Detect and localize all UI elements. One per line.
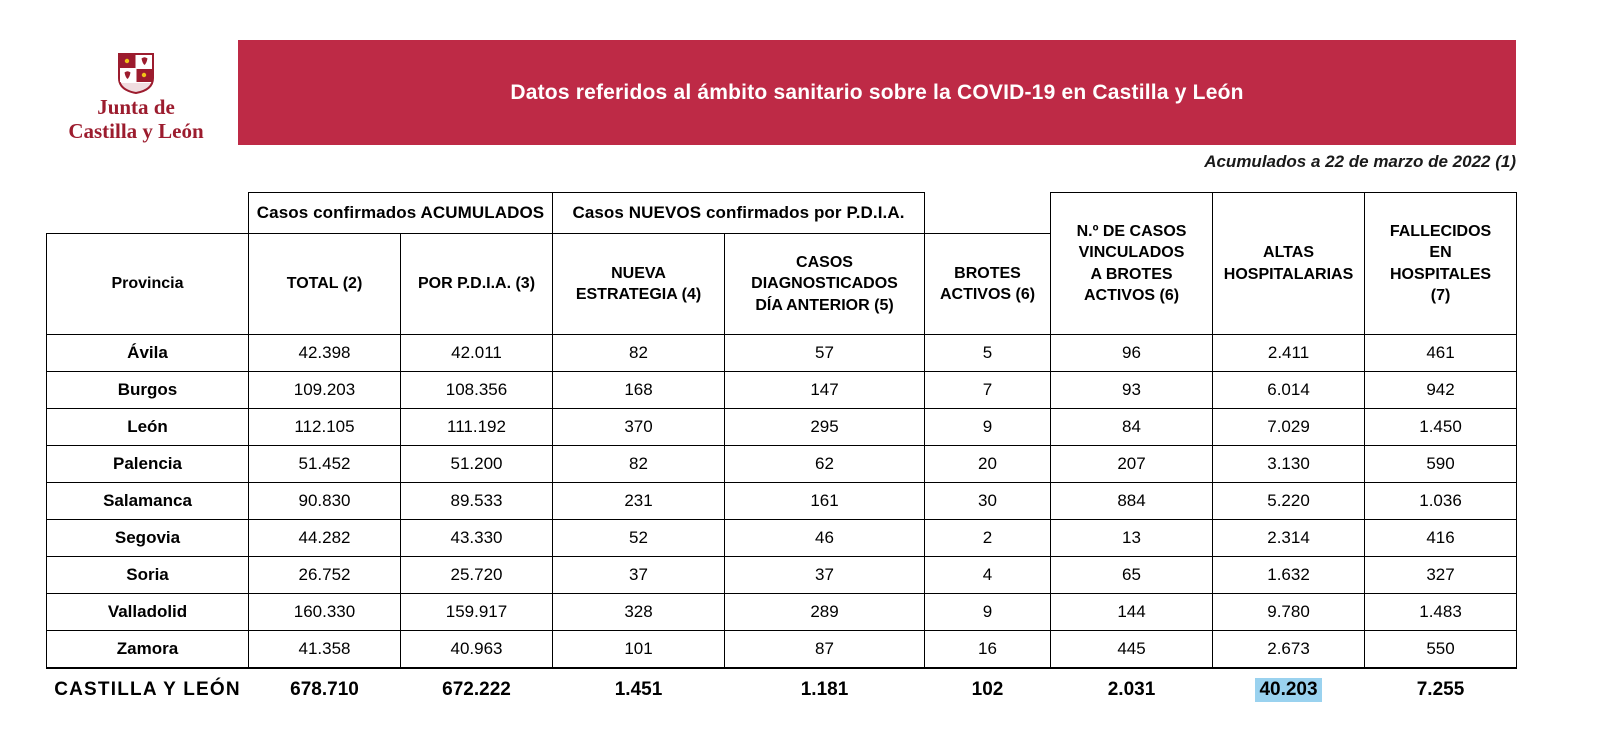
cell-vinculados: 84 [1051,409,1213,446]
cell-provincia: Soria [47,557,249,594]
table-group-header-row [47,193,1517,234]
logo-line-2: Castilla y León [68,118,204,143]
cell-altas: 2.314 [1213,520,1365,557]
cell-altas: 3.130 [1213,446,1365,483]
col-header-fallecidos [1365,193,1517,335]
cell-provincia: Zamora [47,631,249,669]
cell-altas: 1.632 [1213,557,1365,594]
table-row [47,409,1517,446]
cell-nueva-estrategia: 101 [553,631,725,669]
cell-vinculados: 93 [1051,372,1213,409]
cell-pdia: 42.011 [401,335,553,372]
cell-brotes: 30 [925,483,1051,520]
cell-nueva-estrategia: 82 [553,335,725,372]
cell-total: 44.282 [249,520,401,557]
cell-provincia: León [47,409,249,446]
nueva-estrategia-line1: NUEVA [611,264,666,282]
fallecidos-line1: FALLECIDOS [1389,223,1492,241]
covid-data-table [46,192,1517,711]
fallecidos-line2: EN [1429,244,1452,262]
brotes-line2: ACTIVOS (6) [939,286,1036,303]
cell-fallecidos: 590 [1365,446,1517,483]
col-header-brotes [925,234,1051,335]
altas-line2: HOSPITALARIAS [1223,265,1354,283]
cell-fallecidos: 1.450 [1365,409,1517,446]
cell-vinculados: 445 [1051,631,1213,669]
cell-brotes: 7 [925,372,1051,409]
coat-of-arms-icon [117,52,155,94]
total-row-total: 678.710 [249,668,401,711]
table-row [47,557,1517,594]
cell-provincia: Salamanca [47,483,249,520]
empty-corner-cell [47,193,249,234]
cell-brotes: 9 [925,409,1051,446]
cell-pdia: 159.917 [401,594,553,631]
table-row [47,446,1517,483]
cell-pdia: 25.720 [401,557,553,594]
cell-total: 41.358 [249,631,401,669]
accumulated-note: Acumulados a 22 de marzo de 2022 (1) [1204,152,1516,171]
cell-pdia: 111.192 [401,409,553,446]
vinculados-line3: A BROTES [1090,265,1173,283]
total-row-vinculados: 2.031 [1051,668,1213,711]
table-footer [47,668,1517,711]
nueva-estrategia-line2: ESTRATEGIA (4) [575,286,702,303]
cell-dia-anterior: 37 [725,557,925,594]
total-row-altas-cell [1213,668,1365,711]
cell-brotes: 2 [925,520,1051,557]
junta-logo [46,52,226,143]
cell-vinculados: 144 [1051,594,1213,631]
cell-nueva-estrategia: 370 [553,409,725,446]
table-row [47,631,1517,669]
table-row [47,483,1517,520]
cell-brotes: 5 [925,335,1051,372]
cell-pdia: 89.533 [401,483,553,520]
cell-altas: 2.673 [1213,631,1365,669]
cell-altas: 5.220 [1213,483,1365,520]
cell-fallecidos: 327 [1365,557,1517,594]
cell-total: 109.203 [249,372,401,409]
empty-spacer-cell [925,193,1051,234]
cell-provincia: Palencia [47,446,249,483]
dia-anterior-line3: DÍA ANTERIOR (5) [755,296,894,314]
cell-dia-anterior: 295 [725,409,925,446]
cell-total: 112.105 [249,409,401,446]
cell-dia-anterior: 161 [725,483,925,520]
cell-vinculados: 207 [1051,446,1213,483]
covid-table-wrapper [46,192,1516,711]
cell-provincia: Valladolid [47,594,249,631]
col-header-vinculados [1051,193,1213,335]
table-row [47,335,1517,372]
col-header-altas [1213,193,1365,335]
cell-dia-anterior: 87 [725,631,925,669]
cell-dia-anterior: 57 [725,335,925,372]
cell-brotes: 16 [925,631,1051,669]
total-row-pdia: 672.222 [401,668,553,711]
vinculados-line1: N.º DE CASOS [1076,223,1187,241]
cell-altas: 7.029 [1213,409,1365,446]
cell-nueva-estrategia: 37 [553,557,725,594]
cell-altas: 2.411 [1213,335,1365,372]
total-row-dia-anterior: 1.181 [725,668,925,711]
cell-total: 42.398 [249,335,401,372]
table-row [47,372,1517,409]
vinculados-line2: VINCULADOS [1078,244,1185,262]
table-body [47,335,1517,669]
col-header-dia-anterior [725,234,925,335]
cell-nueva-estrategia: 82 [553,446,725,483]
cell-provincia: Segovia [47,520,249,557]
page-title: Datos referidos al ámbito sanitario sobre la COVID-19 en Castilla y León [510,80,1244,104]
cell-pdia: 40.963 [401,631,553,669]
cell-vinculados: 13 [1051,520,1213,557]
junta-logo-text [68,96,203,143]
cell-pdia: 51.200 [401,446,553,483]
cell-brotes: 4 [925,557,1051,594]
logo-line-1: Junta de [97,95,175,119]
cell-fallecidos: 550 [1365,631,1517,669]
total-row-altas-highlight: 40.203 [1255,678,1321,702]
cell-dia-anterior: 62 [725,446,925,483]
dia-anterior-line2: DIAGNOSTICADOS [751,275,898,293]
cell-fallecidos: 461 [1365,335,1517,372]
total-row-nueva-estrategia: 1.451 [553,668,725,711]
cell-brotes: 9 [925,594,1051,631]
total-row [47,668,1517,711]
brotes-line1: BROTES [954,264,1021,282]
cell-dia-anterior: 46 [725,520,925,557]
fallecidos-line3: HOSPITALES [1389,265,1492,283]
cell-vinculados: 884 [1051,483,1213,520]
total-row-fallecidos: 7.255 [1365,668,1517,711]
cell-vinculados: 65 [1051,557,1213,594]
cell-altas: 9.780 [1213,594,1365,631]
cell-provincia: Ávila [47,335,249,372]
cell-brotes: 20 [925,446,1051,483]
group-header-acumulados: Casos confirmados ACUMULADOS [249,193,553,234]
cell-pdia: 108.356 [401,372,553,409]
title-banner [238,40,1516,145]
total-row-brotes: 102 [925,668,1051,711]
cell-dia-anterior: 147 [725,372,925,409]
cell-fallecidos: 416 [1365,520,1517,557]
cell-fallecidos: 942 [1365,372,1517,409]
cell-total: 160.330 [249,594,401,631]
cell-fallecidos: 1.483 [1365,594,1517,631]
page-header [0,40,1600,145]
cell-provincia: Burgos [47,372,249,409]
cell-fallecidos: 1.036 [1365,483,1517,520]
cell-pdia: 43.330 [401,520,553,557]
cell-nueva-estrategia: 52 [553,520,725,557]
table-row [47,594,1517,631]
altas-line1: ALTAS [1263,244,1314,262]
cell-nueva-estrategia: 168 [553,372,725,409]
cell-dia-anterior: 289 [725,594,925,631]
col-header-provincia: Provincia [47,234,249,335]
vinculados-line4: ACTIVOS (6) [1083,286,1180,304]
col-header-pdia: POR P.D.I.A. (3) [401,234,553,335]
cell-total: 90.830 [249,483,401,520]
fallecidos-line4: (7) [1430,286,1451,304]
cell-nueva-estrategia: 328 [553,594,725,631]
col-header-total: TOTAL (2) [249,234,401,335]
dia-anterior-line1: CASOS [796,254,853,272]
total-row-label: CASTILLA Y LEÓN [47,668,249,711]
cell-nueva-estrategia: 231 [553,483,725,520]
table-row [47,520,1517,557]
cell-total: 26.752 [249,557,401,594]
cell-altas: 6.014 [1213,372,1365,409]
cell-vinculados: 96 [1051,335,1213,372]
cell-total: 51.452 [249,446,401,483]
group-header-nuevos: Casos NUEVOS confirmados por P.D.I.A. [553,193,925,234]
col-header-nueva-estrategia [553,234,725,335]
